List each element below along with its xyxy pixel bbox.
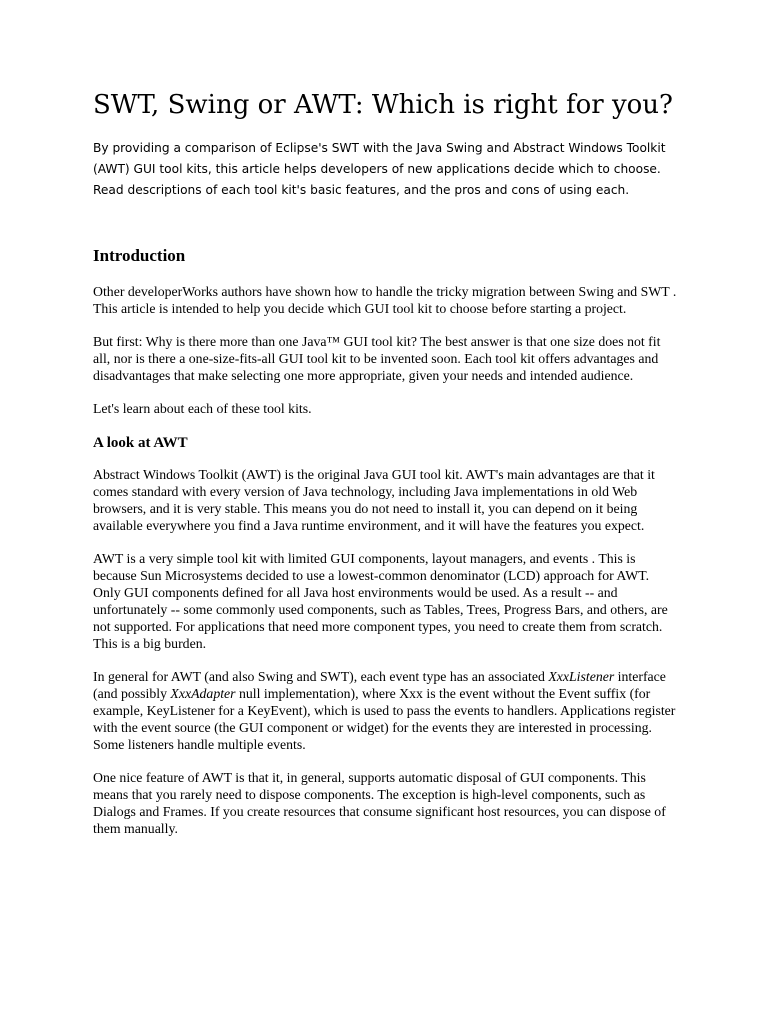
awt-paragraph-3-text-a: In general for AWT (and also Swing and SWT), each event type has an associated: [93, 669, 549, 684]
introduction-heading: Introduction: [93, 246, 186, 265]
awt-paragraph-3-text-c: null implementation), where Xxx is the event without the Event suffix (for example, KeyListener for a KeyEvent), which is used to pass the events to handlers. Applications register with the event source (the GUI component or widget) for the events they are interested in processing. Some listeners handle multiple events.: [93, 686, 676, 752]
intro-paragraph-1: Other developerWorks authors have shown how to handle the tricky migration between Swing and SWT . This article is intended to help you decide which GUI tool kit to choose before starting a project.: [93, 284, 677, 316]
awt-paragraph-2: AWT is a very simple tool kit with limited GUI components, layout managers, and events . This is because Sun Microsystems decided to use a lowest-common denominator (LCD) approach for AWT. Only GUI components defined for all Java host environments would be used. As a result -- and unfortunately -- some commonly used components, such as Tables, Trees, Progress Bars, and others, are not supported. For applications that need more component types, you need to create them from scratch. This is a big burden.: [93, 551, 668, 651]
awt-paragraph-3-text-b: interface (and possibly: [93, 669, 666, 701]
xxx-adapter-term: XxxAdapter: [170, 686, 236, 701]
intro-paragraph-3: Let's learn about each of these tool kits.: [93, 401, 312, 416]
awt-paragraph-3: [93, 668, 678, 753]
article-abstract: By providing a comparison of Eclipse's SWT with the Java Swing and Abstract Windows Toolkit (AWT) GUI tool kits, this article helps developers of new applications decide which to choose. Read descriptions of each tool kit's basic features, and the pros and cons of using each.: [93, 141, 666, 197]
awt-paragraph-4: One nice feature of AWT is that it, in general, supports automatic disposal of GUI components. This means that you rarely need to dispose components. The exception is high-level components, such as Dialogs and Frames. If you create resources that consume significant host resources, you can dispose of them manually.: [93, 770, 666, 836]
awt-section-heading: A look at AWT: [93, 435, 188, 451]
intro-paragraph-2: But first: Why is there more than one Java™ GUI tool kit? The best answer is that one size does not fit all, nor is there a one-size-fits-all GUI tool kit to be invented soon. Each tool kit offers advantages and disadvantages that make selecting one more appropriate, given your needs and intended audience.: [93, 334, 661, 383]
xxx-listener-term: XxxListener: [548, 669, 615, 684]
awt-paragraph-1: Abstract Windows Toolkit (AWT) is the original Java GUI tool kit. AWT's main advantages are that it comes standard with every version of Java technology, including Java implementations in old Web browsers, and it is very stable. This means you do not need to install it, you can depend on it being available everywhere you find a Java runtime environment, and it will have the features you expect.: [93, 467, 655, 533]
article-title: SWT, Swing or AWT: Which is right for you?: [93, 90, 673, 120]
